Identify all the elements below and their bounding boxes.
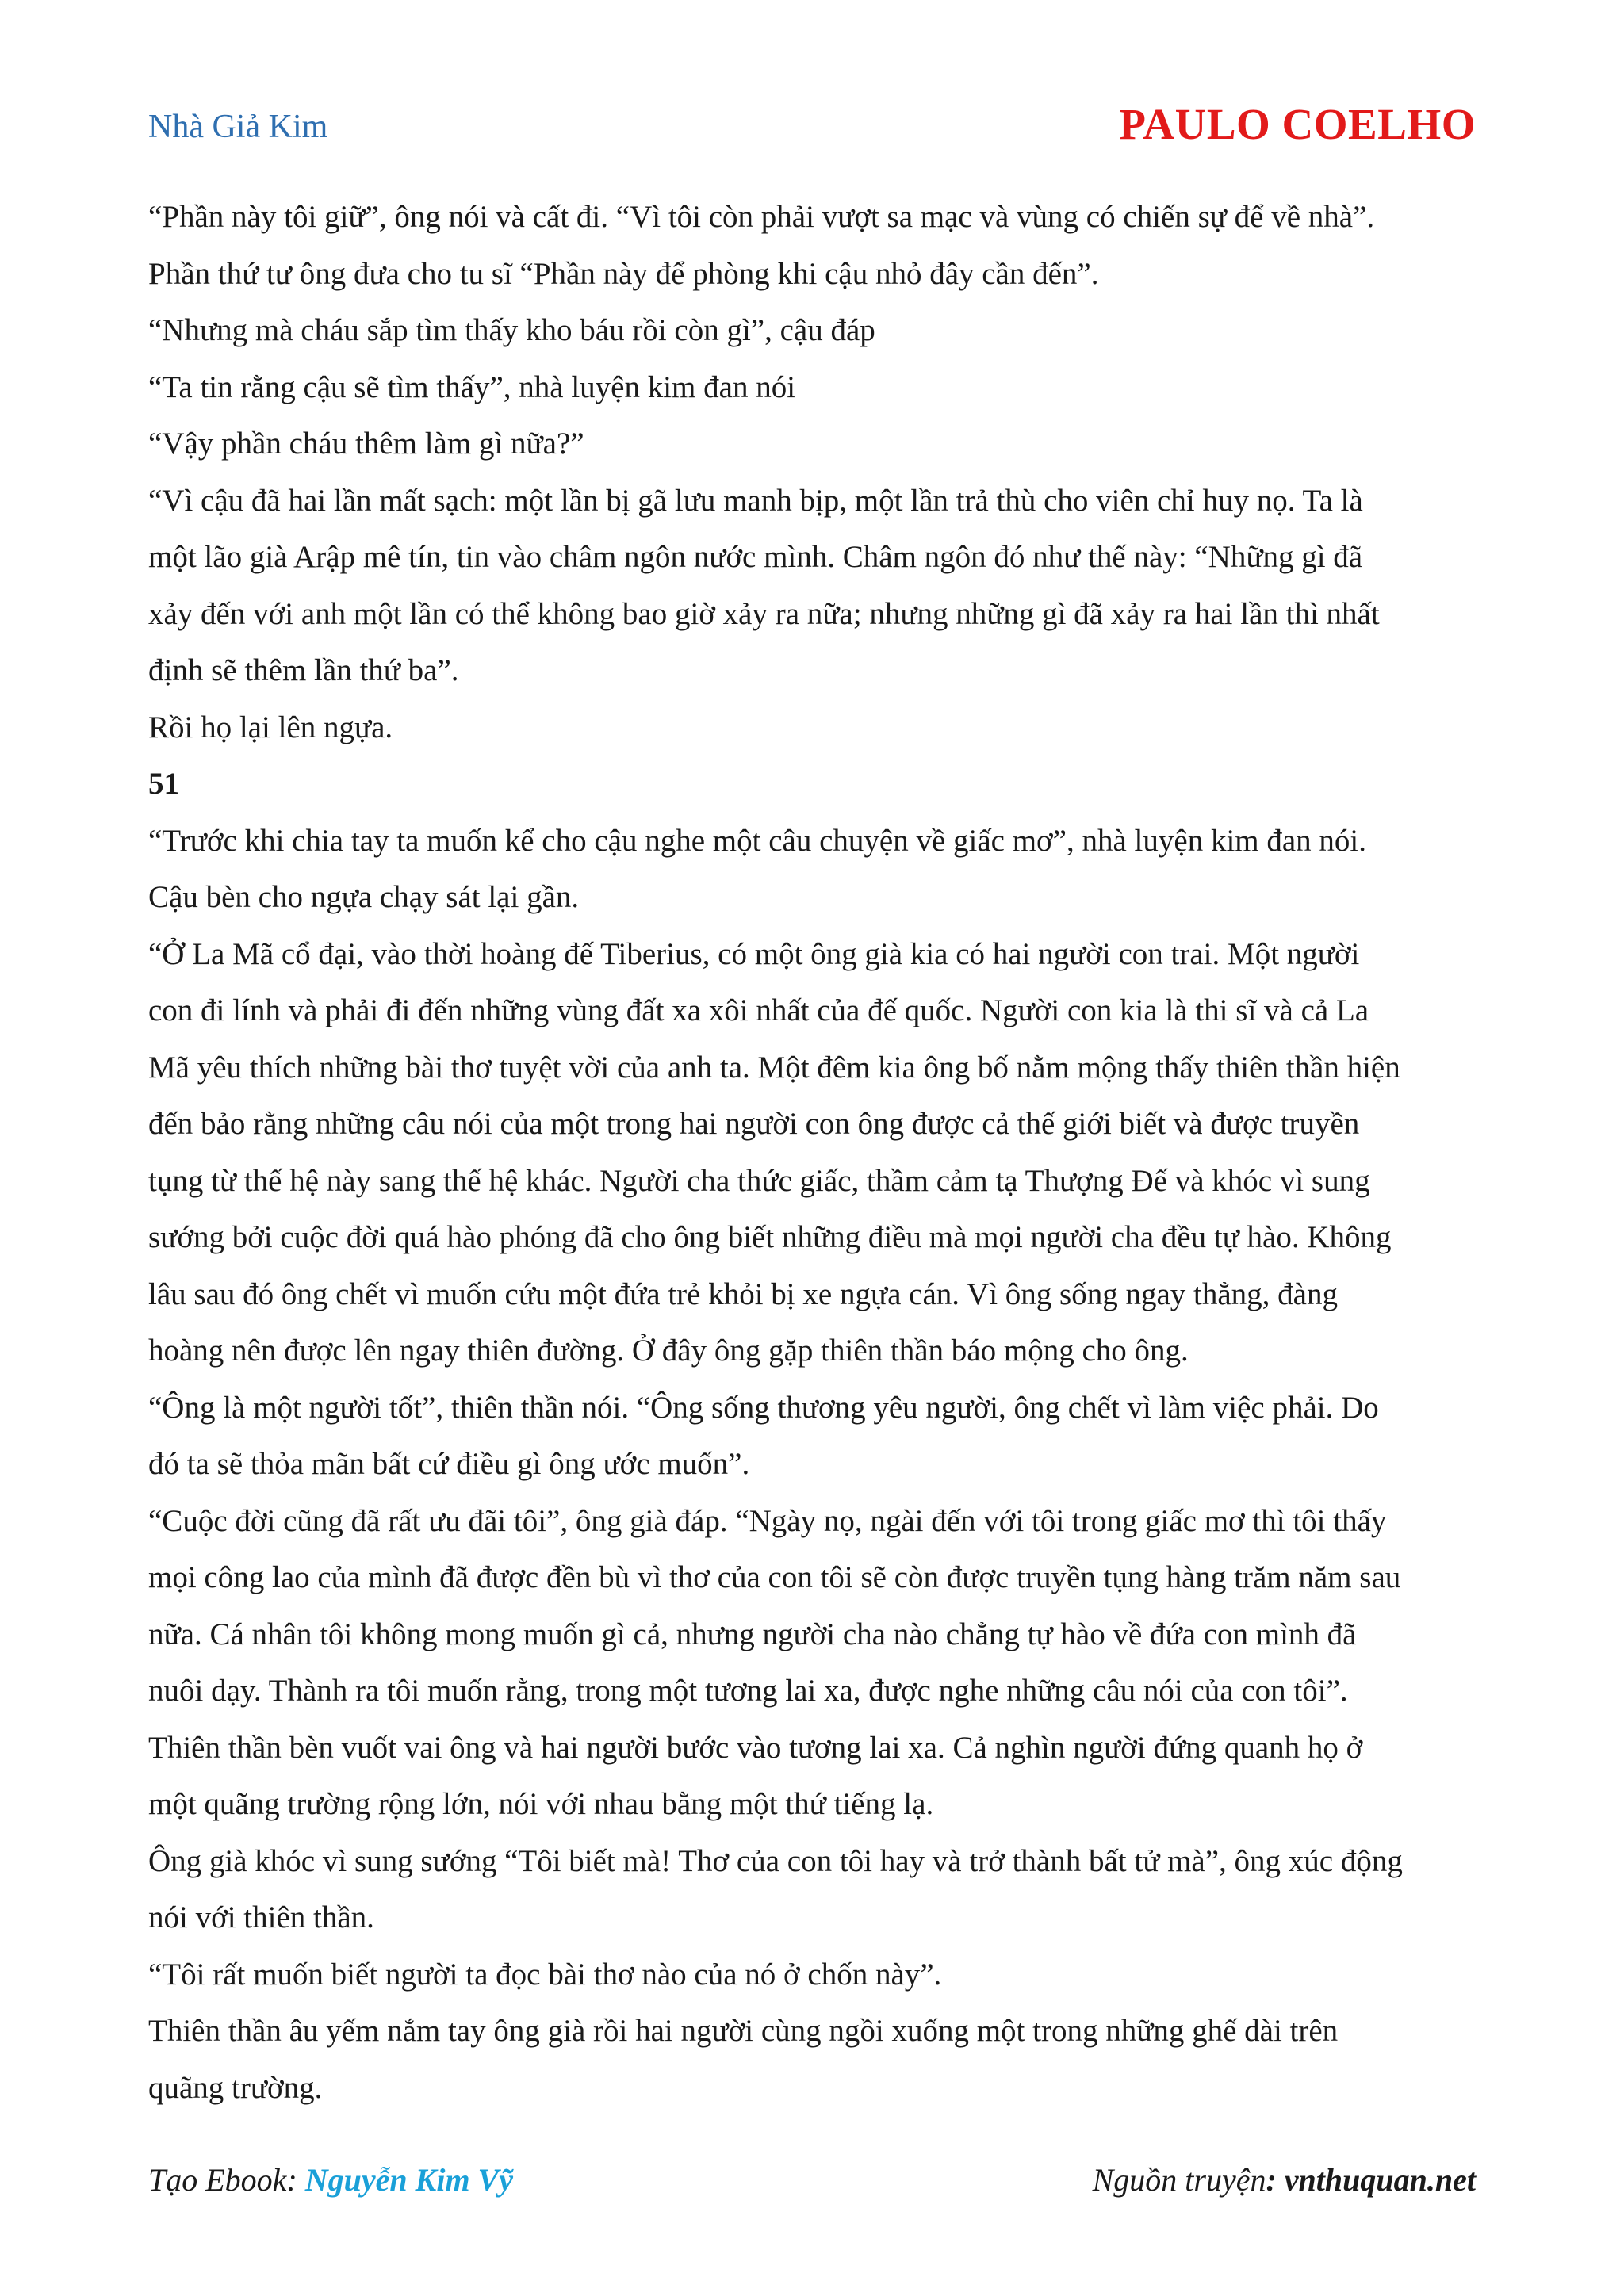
text-line: tụng từ thế hệ này sang thế hệ khác. Người cha thức giấc, thầm cảm tạ Thượng Đế và khóc vì sung	[148, 1163, 1370, 1198]
text-line: quãng trường.	[148, 2070, 323, 2105]
text-line: đó ta sẽ thỏa mãn bất cứ điều gì ông ước muốn”.	[148, 1447, 750, 1481]
text-line: hoàng nên được lên ngay thiên đường. Ở đây ông gặp thiên thần báo mộng cho ông.	[148, 1334, 1189, 1368]
text-line: sướng bởi cuộc đời quá hào phóng đã cho ông biết những điều mà mọi người cha đều tự hào. Không	[148, 1220, 1392, 1254]
text-line: “Vậy phần cháu thêm làm gì nữa?”	[148, 427, 584, 461]
text-line: một quãng trường rộng lớn, nói với nhau bằng một thứ tiếng lạ.	[148, 1787, 934, 1821]
source-credit	[1093, 2156, 1476, 2204]
text-line: xảy đến với anh một lần có thể không bao giờ xảy ra nữa; nhưng những gì đã xảy ra hai lần thì nhất	[148, 596, 1380, 631]
page-body	[148, 189, 1477, 2116]
text-line: Thiên thần âu yếm nắm tay ông già rồi hai người cùng ngồi xuống một trong những ghế dài trên	[148, 2014, 1339, 2048]
text-line: định sẽ thêm lần thứ ba”.	[148, 653, 459, 687]
text-line: “Phần này tôi giữ”, ông nói và cất đi. “Vì tôi còn phải vượt sa mạc và vùng có chiến sự để về nhà”.	[148, 200, 1375, 234]
chapter-number: 51	[148, 767, 179, 801]
source-credit-label: Nguồn truyện	[1092, 2162, 1266, 2198]
text-line: Thiên thần bèn vuốt vai ông và hai người bước vào tương lai xa. Cả nghìn người đứng quanh họ ở	[148, 1730, 1363, 1765]
text-line: Phần thứ tư ông đưa cho tu sĩ “Phần này để phòng khi cậu nhỏ đây cần đến”.	[148, 256, 1099, 291]
text-line: con đi lính và phải đi đến những vùng đất xa xôi nhất của đế quốc. Người con kia là thi sĩ và cả La	[148, 993, 1369, 1027]
text-line: “Trước khi chia tay ta muốn kể cho cậu nghe một câu chuyện về giấc mơ”, nhà luyện kim đan nói.	[148, 823, 1367, 858]
book-title: Nhà Giả Kim	[148, 109, 328, 145]
text-line: “Cuộc đời cũng đã rất ưu đãi tôi”, ông già đáp. “Ngày nọ, ngài đến với tôi trong giấc mơ thì tôi thấy	[148, 1503, 1387, 1538]
source-credit-colon: :	[1266, 2162, 1285, 2198]
ebook-creator-name: Nguyễn Kim Vỹ	[304, 2162, 513, 2198]
text-line: nói với thiên thần.	[148, 1900, 374, 1934]
text-line: Mã yêu thích những bài thơ tuyệt vời của anh ta. Một đêm kia ông bố nằm mộng thấy thiên thần hiện	[148, 1050, 1400, 1085]
text-line: lâu sau đó ông chết vì muốn cứu một đứa trẻ khỏi bị xe ngựa cán. Vì ông sống ngay thẳng, đàng	[148, 1276, 1338, 1311]
text-line: “Vì cậu đã hai lần mất sạch: một lần bị gã lưu manh bịp, một lần trả thù cho viên chỉ huy nọ. Ta là	[148, 483, 1363, 518]
text-line: Rồi họ lại lên ngựa.	[148, 710, 393, 744]
text-line: “Ông là một người tốt”, thiên thần nói. “Ông sống thương yêu người, ông chết vì làm việc phải. Do	[148, 1390, 1379, 1425]
text-line: Ông già khóc vì sung sướng “Tôi biết mà! Thơ của con tôi hay và trở thành bất tử mà”, ông xúc động	[148, 1843, 1403, 1878]
author-name: PAULO COELHO	[1119, 100, 1476, 148]
text-line: “Ở La Mã cổ đại, vào thời hoàng đế Tiberius, có một ông già kia có hai người con trai. Một người	[148, 936, 1360, 971]
ebook-credit	[148, 2156, 513, 2204]
ebook-credit-colon: :	[286, 2162, 305, 2198]
text-line: Cậu bèn cho ngựa chạy sát lại gần.	[148, 880, 580, 914]
text-line: đến bảo rằng những câu nói của một trong hai người con ông được cả thế giới biết và được truyền	[148, 1107, 1360, 1141]
text-line: “Ta tin rằng cậu sẽ tìm thấy”, nhà luyện kim đan nói	[148, 369, 796, 404]
text-line: một lão già Arập mê tín, tin vào châm ngôn nước mình. Châm ngôn đó như thế này: “Những gì đã	[148, 540, 1363, 574]
text-line: “Nhưng mà cháu sắp tìm thấy kho báu rồi còn gì”, cậu đáp	[148, 313, 875, 347]
text-line: nữa. Cá nhân tôi không mong muốn gì cả, nhưng người cha nào chẳng tự hào về đứa con mình đã	[148, 1617, 1357, 1651]
source-site: vnthuquan.net	[1284, 2162, 1476, 2198]
ebook-credit-label: Tạo Ebook	[148, 2162, 287, 2198]
text-line: nuôi dạy. Thành ra tôi muốn rằng, trong một tương lai xa, được nghe những câu nói của con tôi”.	[148, 1674, 1348, 1708]
text-line: mọi công lao của mình đã được đền bù vì thơ của con tôi sẽ còn được truyền tụng hàng trăm năm sau	[148, 1560, 1401, 1594]
text-line: “Tôi rất muốn biết người ta đọc bài thơ nào của nó ở chốn này”.	[148, 1957, 942, 1992]
